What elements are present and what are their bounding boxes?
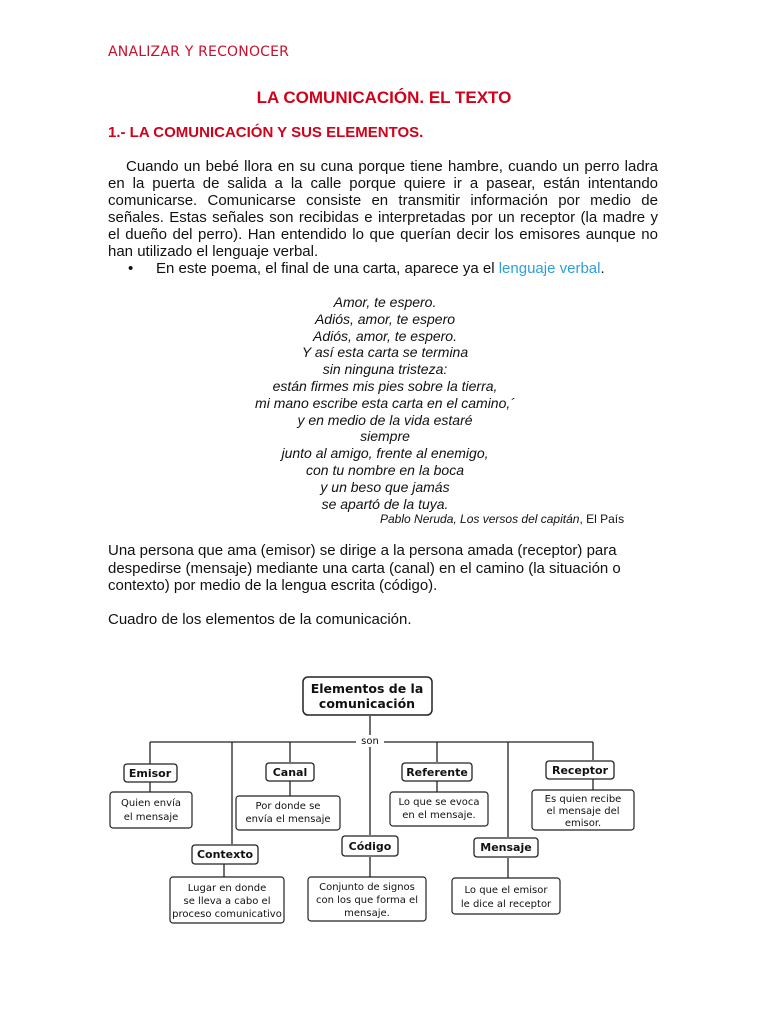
- referente-desc-line: en el mensaje.: [402, 810, 476, 821]
- poem-line: mi mano escribe esta carta en el camino,´: [255, 394, 515, 411]
- receptor-desc-line: Es quien recibe: [544, 794, 622, 805]
- mensaje-desc-line: Lo que el emisor: [464, 885, 548, 896]
- intro-paragraph: Cuando un bebé llora en su cuna porque tiene hambre, cuando un perro ladra en la puerta de salida a la calle porque quiere ir a pasear, están intentando comunicarse. Comunicarse consiste en transmitir información por medio de señales. Estas señales son recibidas e interpretadas por un receptor (la madre y el dueño del perro). Han entendido lo que querían decir los emisores aunque no han utilizado el lenguaje verbal.: [108, 158, 658, 260]
- poem-line: se apartó de la tuya.: [321, 495, 449, 512]
- referente-desc-line: Lo que se evoca: [398, 797, 480, 808]
- canal-desc-line: Por donde se: [255, 801, 321, 812]
- contexto-desc-line: Lugar en donde: [187, 883, 267, 894]
- emisor-node: [124, 764, 177, 782]
- contexto-desc-line: proceso comunicativo: [172, 909, 282, 920]
- header-tag: ANALIZAR Y RECONOCER: [108, 44, 290, 60]
- poem-line: y en medio de la vida estaré: [297, 411, 473, 428]
- root-node: [303, 677, 432, 715]
- poem-line: Adiós, amor, te espero: [314, 310, 456, 327]
- codigo-node: [342, 836, 398, 856]
- section-heading: 1.- LA COMUNICACIÓN Y SUS ELEMENTOS.: [108, 124, 424, 141]
- contexto-description: [170, 877, 284, 923]
- root-node-line1: Elementos de la: [310, 681, 424, 696]
- codigo-label: Código: [348, 840, 392, 853]
- poem-line: Y así esta carta se termina: [301, 344, 469, 361]
- receptor-description: [532, 790, 634, 830]
- contexto-desc-line: se lleva a cabo el: [183, 896, 271, 907]
- lenguaje-verbal-link[interactable]: lenguaje verbal: [498, 260, 601, 277]
- poem-line: sin ninguna tristeza:: [322, 361, 448, 378]
- emisor-desc-line: Quien envía: [121, 798, 181, 809]
- diagram-caption: Cuadro de los elementos de la comunicación.: [108, 611, 412, 628]
- bullet-text: En este poema, el final de una carta, aparece ya el: [156, 260, 499, 277]
- bullet-icon: •: [128, 260, 134, 277]
- explanation-paragraph: Una persona que ama (emisor) se dirige a la persona amada (receptor) para despedirse (mensaje) mediante una carta (canal) en el camino (la situación o contexto) por medio de la lengua escrita (código).: [108, 542, 621, 594]
- poem-line: junto al amigo, frente al enemigo,: [281, 445, 489, 462]
- canal-desc-line: envía el mensaje: [245, 814, 331, 825]
- receptor-node: [546, 761, 614, 779]
- mensaje-desc-line: le dice al receptor: [460, 899, 552, 910]
- poem-line: Adiós, amor, te espero.: [313, 327, 457, 344]
- codigo-desc-line: Conjunto de signos: [319, 882, 415, 893]
- mensaje-label: Mensaje: [480, 841, 532, 854]
- emisor-desc-line: el mensaje: [123, 812, 179, 823]
- referente-node: [402, 763, 472, 781]
- poem-line: Amor, te espero.: [333, 294, 437, 310]
- receptor-desc-line: emisor.: [564, 818, 602, 829]
- codigo-desc-line: con los que forma el: [316, 895, 418, 906]
- credit-source: Pablo Neruda, Los versos del capitán: [380, 512, 580, 526]
- poem-line: y un beso que jamás: [320, 478, 450, 495]
- page-title: LA COMUNICACIÓN. EL TEXTO: [256, 88, 512, 107]
- contexto-node: [192, 845, 258, 864]
- connector-label: son: [361, 736, 379, 747]
- receptor-desc-line: el mensaje del: [546, 806, 620, 817]
- receptor-label: Receptor: [551, 764, 609, 777]
- referente-description: [390, 792, 488, 826]
- contexto-label: Contexto: [196, 848, 254, 861]
- emisor-description: [110, 792, 192, 828]
- canal-description: [236, 796, 340, 830]
- codigo-desc-line: mensaje.: [344, 908, 390, 919]
- canal-label: Canal: [272, 766, 308, 779]
- emisor-label: Emisor: [128, 767, 172, 780]
- mensaje-description: [452, 878, 560, 914]
- root-node-line2: comunicación: [318, 696, 416, 711]
- credit-publisher: , El País: [579, 512, 625, 526]
- referente-label: Referente: [406, 766, 468, 779]
- canal-node: [266, 763, 314, 781]
- mensaje-node: [474, 838, 538, 857]
- codigo-description: [308, 877, 426, 921]
- poem-line: siempre: [360, 428, 410, 445]
- bullet-end: .: [600, 260, 605, 277]
- poem-line: están firmes mis pies sobre la tierra,: [272, 377, 498, 394]
- poem-line: con tu nombre en la boca: [306, 461, 464, 478]
